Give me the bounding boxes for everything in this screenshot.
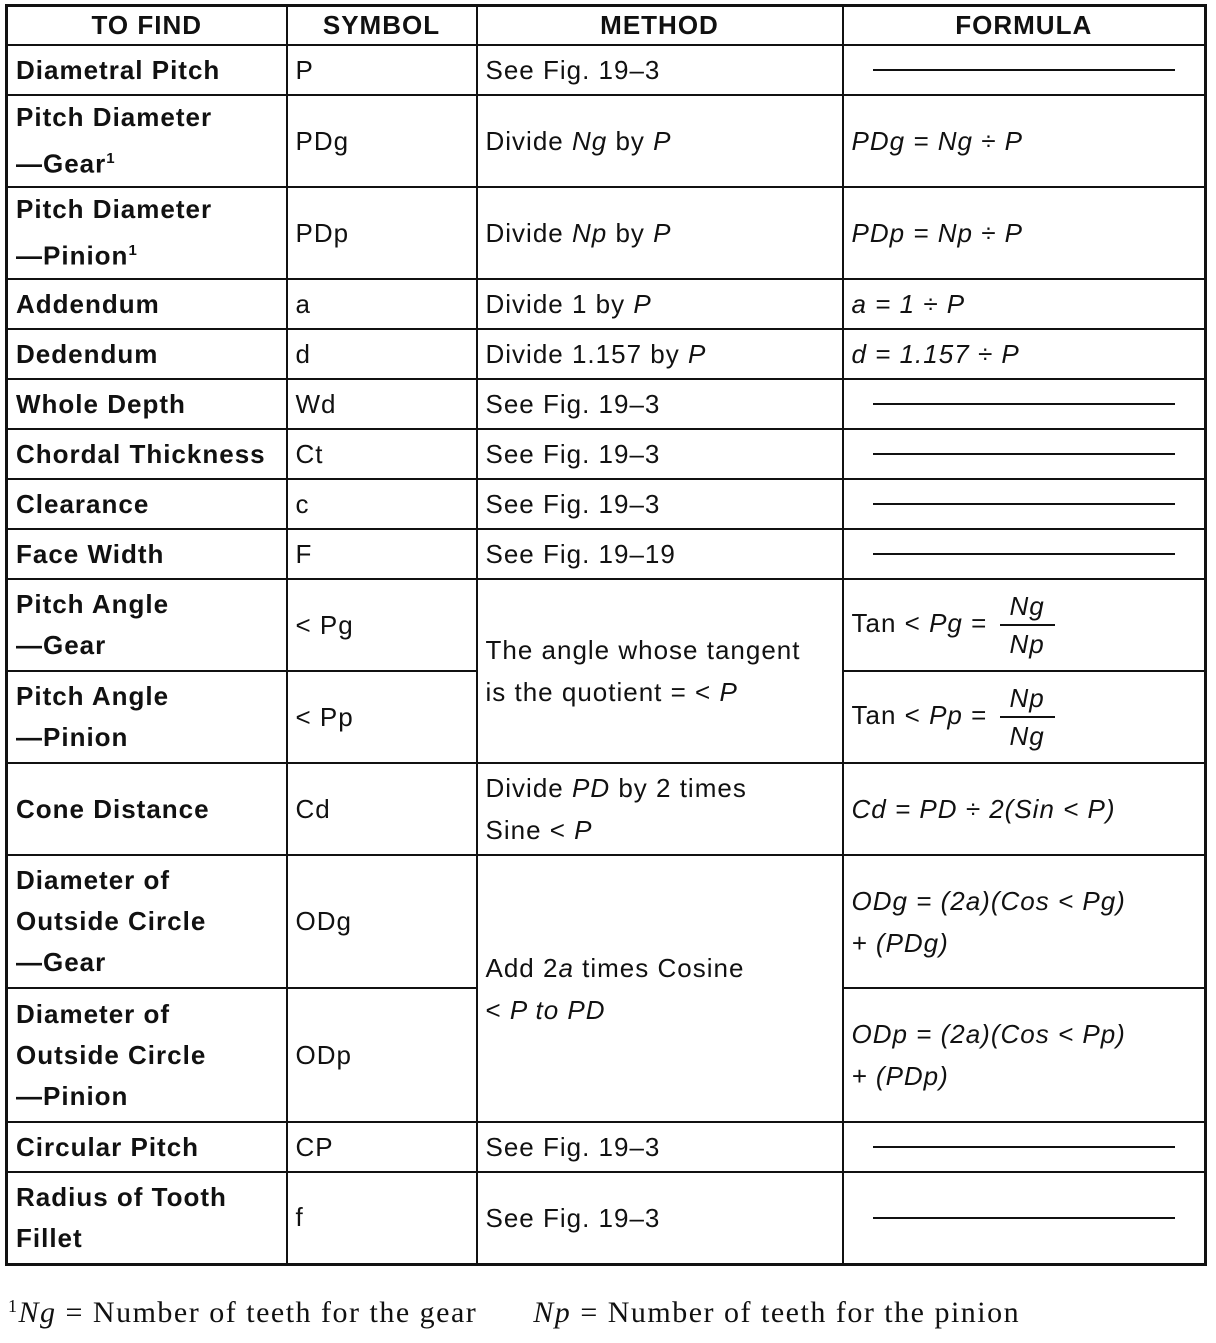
symbol-cell: Wd xyxy=(287,379,477,429)
to-find-cell: Whole Depth xyxy=(7,379,287,429)
to-find-cell: Chordal Thickness xyxy=(7,429,287,479)
method-text: Np xyxy=(571,218,608,248)
denominator: Np xyxy=(1009,629,1045,659)
find-line: Fillet xyxy=(16,1222,83,1253)
formula-line: + (PDp) xyxy=(851,1061,949,1091)
formula-cell xyxy=(843,855,1206,988)
find-line: —Gear xyxy=(16,947,107,977)
table-row xyxy=(7,479,1206,529)
method-cell: See Fig. 19–3 xyxy=(477,1172,843,1264)
method-cell xyxy=(477,279,843,329)
formula-line: + (PDg) xyxy=(851,927,949,958)
method-cell xyxy=(477,95,843,187)
method-text: Divide 1.157 by xyxy=(485,339,688,369)
method-cell xyxy=(477,763,843,855)
method-text: < xyxy=(485,994,510,1025)
fraction xyxy=(1000,588,1055,662)
to-find-cell xyxy=(7,579,287,671)
blank-rule xyxy=(873,69,1175,71)
formula-cell xyxy=(843,379,1206,429)
find-line: Diameter of xyxy=(16,998,171,1029)
formula-text: Pg xyxy=(929,607,963,638)
table-row xyxy=(7,187,1206,279)
symbol-cell: < Pp xyxy=(287,671,477,763)
method-cell: See Fig. 19–19 xyxy=(477,529,843,579)
symbol-cell: PDg xyxy=(287,95,477,187)
to-find-cell: Circular Pitch xyxy=(7,1122,287,1172)
find-line: Pitch Angle xyxy=(16,589,170,619)
to-find-cell: Clearance xyxy=(7,479,287,529)
method-text: PD xyxy=(571,773,611,803)
symbol-cell: a xyxy=(287,279,477,329)
method-cell: See Fig. 19–3 xyxy=(477,379,843,429)
method-cell xyxy=(477,329,843,379)
method-text: Divide xyxy=(485,773,572,803)
numerator: Ng xyxy=(1000,588,1055,626)
symbol-cell: < Pg xyxy=(287,579,477,671)
find-line: —Pinion xyxy=(16,240,129,271)
method-cell: See Fig. 19–3 xyxy=(477,1122,843,1172)
blank-rule xyxy=(873,453,1175,455)
header-formula: FORMULA xyxy=(843,6,1206,46)
formula-cell xyxy=(843,671,1206,763)
method-text: is the quotient = < xyxy=(485,677,720,707)
find-line: Pitch Diameter xyxy=(16,194,213,225)
table-row xyxy=(7,855,1206,988)
method-text: P xyxy=(719,677,738,707)
table-row xyxy=(7,45,1206,95)
find-line: Pitch Angle xyxy=(16,681,170,711)
find-line: —Pinion xyxy=(16,1080,129,1111)
formula-cell xyxy=(843,479,1206,529)
find-line: —Gear xyxy=(16,630,107,660)
table-row xyxy=(7,1172,1206,1264)
blank-rule xyxy=(873,503,1175,505)
formula-cell: PDp = Np ÷ P xyxy=(843,187,1206,279)
fraction xyxy=(1000,680,1055,754)
symbol-cell: f xyxy=(287,1172,477,1264)
numerator: Np xyxy=(1000,680,1055,718)
find-line: —Gear xyxy=(16,148,107,179)
method-cell xyxy=(477,855,843,1122)
symbol-cell: ODg xyxy=(287,855,477,988)
blank-rule xyxy=(873,1217,1175,1219)
method-cell: See Fig. 19–3 xyxy=(477,45,843,95)
symbol-cell: c xyxy=(287,479,477,529)
formula-text: Tan < xyxy=(851,699,930,730)
formula-cell: PDg = Ng ÷ P xyxy=(843,95,1206,187)
method-cell: See Fig. 19–3 xyxy=(477,479,843,529)
method-text: times Cosine xyxy=(573,952,745,983)
formula-text: Pp xyxy=(929,699,963,730)
formula-cell: a = 1 ÷ P xyxy=(843,279,1206,329)
method-text: The angle whose tangent xyxy=(485,635,801,665)
to-find-cell: Face Width xyxy=(7,529,287,579)
formula-cell xyxy=(843,45,1206,95)
formula-cell xyxy=(843,1122,1206,1172)
to-find-cell: Dedendum xyxy=(7,329,287,379)
to-find-cell xyxy=(7,671,287,763)
to-find-cell: Cone Distance xyxy=(7,763,287,855)
footnote xyxy=(8,1296,1020,1330)
blank-rule xyxy=(873,403,1175,405)
footnote-ng-text: = Number of teeth for the gear xyxy=(56,1296,478,1329)
header-to-find: TO FIND xyxy=(7,6,287,46)
symbol-cell: PDp xyxy=(287,187,477,279)
blank-rule xyxy=(873,553,1175,555)
footnote-marker: 1 xyxy=(106,150,116,168)
table-row xyxy=(7,429,1206,479)
table-row xyxy=(7,1122,1206,1172)
find-line: Radius of Tooth xyxy=(16,1181,227,1212)
method-cell: See Fig. 19–3 xyxy=(477,429,843,479)
table-row xyxy=(7,279,1206,329)
method-text: P xyxy=(687,339,707,369)
symbol-cell: CP xyxy=(287,1122,477,1172)
formula-text: = xyxy=(962,699,996,730)
gear-formula-table xyxy=(5,4,1207,1266)
formula-cell xyxy=(843,529,1206,579)
footnote-ng-symbol: Ng xyxy=(18,1296,57,1329)
table-row xyxy=(7,329,1206,379)
symbol-cell: d xyxy=(287,329,477,379)
method-text: by xyxy=(607,126,654,156)
footnote-marker: 1 xyxy=(8,1296,19,1316)
method-text: Divide 1 by xyxy=(485,289,634,319)
method-text: Ng xyxy=(571,126,608,156)
footnote-np-text: = Number of teeth for the pinion xyxy=(571,1296,1021,1329)
to-find-cell xyxy=(7,1172,287,1264)
formula-cell: d = 1.157 ÷ P xyxy=(843,329,1206,379)
method-text: a xyxy=(558,952,574,983)
header-row xyxy=(7,6,1206,46)
find-line: Outside Circle xyxy=(16,1039,207,1070)
formula-text: = xyxy=(962,607,996,638)
footnote-marker: 1 xyxy=(128,242,138,260)
formula-line: ODp = (2a)(Cos < Pp) xyxy=(851,1019,1126,1049)
symbol-cell: Cd xyxy=(287,763,477,855)
method-text: Sine < xyxy=(485,815,575,845)
method-text: P xyxy=(633,289,652,319)
to-find-cell xyxy=(7,988,287,1122)
method-text: by xyxy=(607,218,654,248)
to-find-cell xyxy=(7,855,287,988)
formula-cell xyxy=(843,988,1206,1122)
find-line: —Pinion xyxy=(16,722,129,752)
to-find-cell: Diametral Pitch xyxy=(7,45,287,95)
to-find-cell xyxy=(7,95,287,187)
symbol-cell: F xyxy=(287,529,477,579)
find-line: Diameter of xyxy=(16,865,171,895)
formula-line: ODg = (2a)(Cos < Pg) xyxy=(851,885,1126,916)
method-text: P xyxy=(653,218,672,248)
symbol-cell: P xyxy=(287,45,477,95)
symbol-cell: Ct xyxy=(287,429,477,479)
formula-text: Tan < xyxy=(851,607,930,638)
method-text: P xyxy=(653,126,672,156)
find-line: Outside Circle xyxy=(16,906,207,936)
method-text: Add 2 xyxy=(485,952,559,983)
method-cell xyxy=(477,187,843,279)
denominator: Ng xyxy=(1009,721,1045,751)
formula-cell xyxy=(843,1172,1206,1264)
method-text: P to PD xyxy=(509,994,606,1025)
symbol-cell: ODp xyxy=(287,988,477,1122)
table-row xyxy=(7,379,1206,429)
find-line: Pitch Diameter xyxy=(16,102,213,133)
table-row xyxy=(7,529,1206,579)
to-find-cell xyxy=(7,187,287,279)
formula-cell: Cd = PD ÷ 2(Sin < P) xyxy=(843,763,1206,855)
method-text: Divide xyxy=(485,218,572,248)
method-text: by 2 times xyxy=(610,773,747,803)
method-text: Divide xyxy=(485,126,572,156)
blank-rule xyxy=(873,1146,1175,1148)
header-method: METHOD xyxy=(477,6,843,46)
header-symbol: SYMBOL xyxy=(287,6,477,46)
table-row xyxy=(7,95,1206,187)
footnote-np-symbol: Np xyxy=(533,1296,572,1329)
table-row xyxy=(7,579,1206,671)
formula-cell xyxy=(843,429,1206,479)
method-text: P xyxy=(574,815,593,845)
method-cell xyxy=(477,579,843,763)
table-row xyxy=(7,763,1206,855)
to-find-cell: Addendum xyxy=(7,279,287,329)
formula-cell xyxy=(843,579,1206,671)
